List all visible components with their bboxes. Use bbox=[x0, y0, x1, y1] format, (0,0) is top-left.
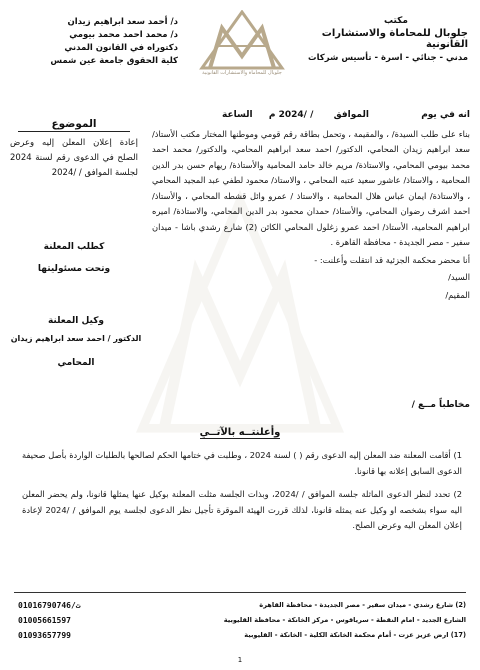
claimant-sub: وتحت مسئوليتها bbox=[37, 264, 111, 274]
logo-icon bbox=[196, 10, 288, 72]
footer-phone: ت/01016790746 bbox=[18, 601, 81, 610]
court-line: أنا محضر محكمة الجزئية قد انتقلت وأعلنت: - bbox=[314, 254, 470, 265]
practice-areas: مدني - جنائي - اسرة - تأسيس شركات bbox=[308, 53, 468, 63]
notice-items bbox=[22, 448, 462, 542]
subject-title: الموضوع bbox=[18, 118, 130, 132]
logo-caption: جلوبال للمحاماة والاستشارات القانونية bbox=[202, 70, 282, 76]
field-line: السيد/ bbox=[448, 272, 470, 282]
date-line bbox=[152, 108, 470, 124]
date-part: الموافق bbox=[333, 110, 369, 120]
notice-item: 2) تحدد لنظر الدعوى الماثلة جلسة الموافق / /2024، وبذات الجلسة مثلت المعلنة بوكيل عنها يمثلها قانونا، ولم يحضر المعلن اليه سواء بشخصه او وكيل عنه يمثله قانونا، لذلك قررت الهيئة الموقرة تأجيل نظر الدعوى لجلسة يوم الموافق / /2024 لإعادة إعلان المعلن اليه وعرض الصلح. bbox=[22, 489, 463, 530]
lawyers-header bbox=[10, 16, 178, 68]
agent-block bbox=[10, 312, 142, 372]
footer-address: (2) شارع رشدي - ميدان سفير - مصر الجديدة - محافظة القاهرة bbox=[259, 601, 466, 609]
footer-divider bbox=[14, 592, 466, 593]
office-label: مكتب bbox=[383, 16, 408, 26]
footer-phone: 01093657799 bbox=[18, 631, 71, 640]
firm-name: جلوبال للمحاماة والاستشارات القانونية bbox=[321, 28, 468, 50]
agent-label: وكيل المعلنة bbox=[47, 316, 105, 326]
firm-header bbox=[298, 16, 468, 63]
field-line: المقيم/ bbox=[445, 289, 470, 300]
header-left-line: دكتوراه في القانون المدني bbox=[64, 43, 178, 53]
agent-title: المحامي bbox=[57, 358, 95, 368]
notice-title-text: وأعلنتــه بالآتــي bbox=[199, 427, 281, 438]
header-left-line: كلية الحقوق جامعة عين شمس bbox=[50, 56, 178, 66]
subject-column bbox=[10, 118, 138, 181]
subject-body: إعادة إعلان المعلن إليه وعرض الصلح في الدعوى رقم لسنة 2024 لجلسة الموافق / /2024 bbox=[10, 138, 138, 178]
claimant-block bbox=[14, 236, 134, 280]
date-part: الساعة bbox=[221, 110, 253, 120]
date-part: انه في يوم bbox=[421, 110, 470, 120]
header-left-line: د/ محمد احمد محمد بيومي bbox=[69, 30, 178, 40]
page-number: 1 bbox=[237, 656, 243, 664]
footer-phones bbox=[18, 598, 128, 643]
body-paragraph: بناء على طلب السيدة/ ، والمقيمة ، وتحمل بطاقة رقم قومي وموطنها المختار مكتب الأستاذ/ سعد ابراهيم زيدان المحامي، الدكتور/ احمد سعد ابراهيم المحامي، والدكتور/ محمد احمد محمد بيومي المحامي، والاستاذة/ مريم خالد حامد المحامية والأستاذة/ ريهام حسن بدر الدين المحامية ، والاستاذ/ عاشور سعيد عتبه المحامي ، والاستاذ/ محمود لطفي عبد المجيد المحامي ، والاستاذة/ ايمان عباس هلال المحامية ، والاستاذ / عمرو وائل قشطه المحامي ، والأستاذ/ احمد اشرف رضوان المحامي، والأستاذ/ حمدان محمود بدر الدين المحامي، والاستاذة/ اميره ابراهيم المحامية، الأستاذ/ احمد عمرو زغلول المحامي الكائن (2) شارع رشدي باشا - ميدان سفير - مصر الجديدة - محافظة القاهرة . bbox=[152, 128, 470, 247]
header-left-line: د/ أحمد سعد ابراهيم زيدان bbox=[67, 17, 178, 27]
notice-body bbox=[152, 108, 470, 303]
footer-phone: 01005661597 bbox=[18, 616, 71, 625]
notice-title bbox=[0, 427, 480, 438]
notice-item: 1) أقامت المعلنة ضد المعلن إليه الدعوى رقم ( ) لسنة 2024 ، وطلبت في ختامها الحكم لصالحها بالطلبات الواردة بأصل صحيفة الدعوى السابق إعلانه بها قانونا. bbox=[22, 450, 463, 476]
agent-name: الدكتور / احمد سعد ابراهيم زيدان bbox=[10, 334, 142, 343]
firm-logo bbox=[196, 10, 288, 84]
footer-addresses bbox=[186, 598, 466, 643]
footer-address: (17) ارض عزيز عزت - أمام محكمة الخانكة الكلية - الخانكة - القليوبية bbox=[244, 631, 466, 639]
footer-address: الشارع الجديد - امام النقطة - سرياقوس - مركز الخانكة - محافظة القليوبية bbox=[223, 616, 466, 624]
claimant-label: كطلب المعلنة bbox=[43, 242, 105, 252]
addressee-line: مخاطباً مــع / bbox=[411, 400, 470, 410]
date-part: / /2024 م bbox=[268, 110, 314, 120]
